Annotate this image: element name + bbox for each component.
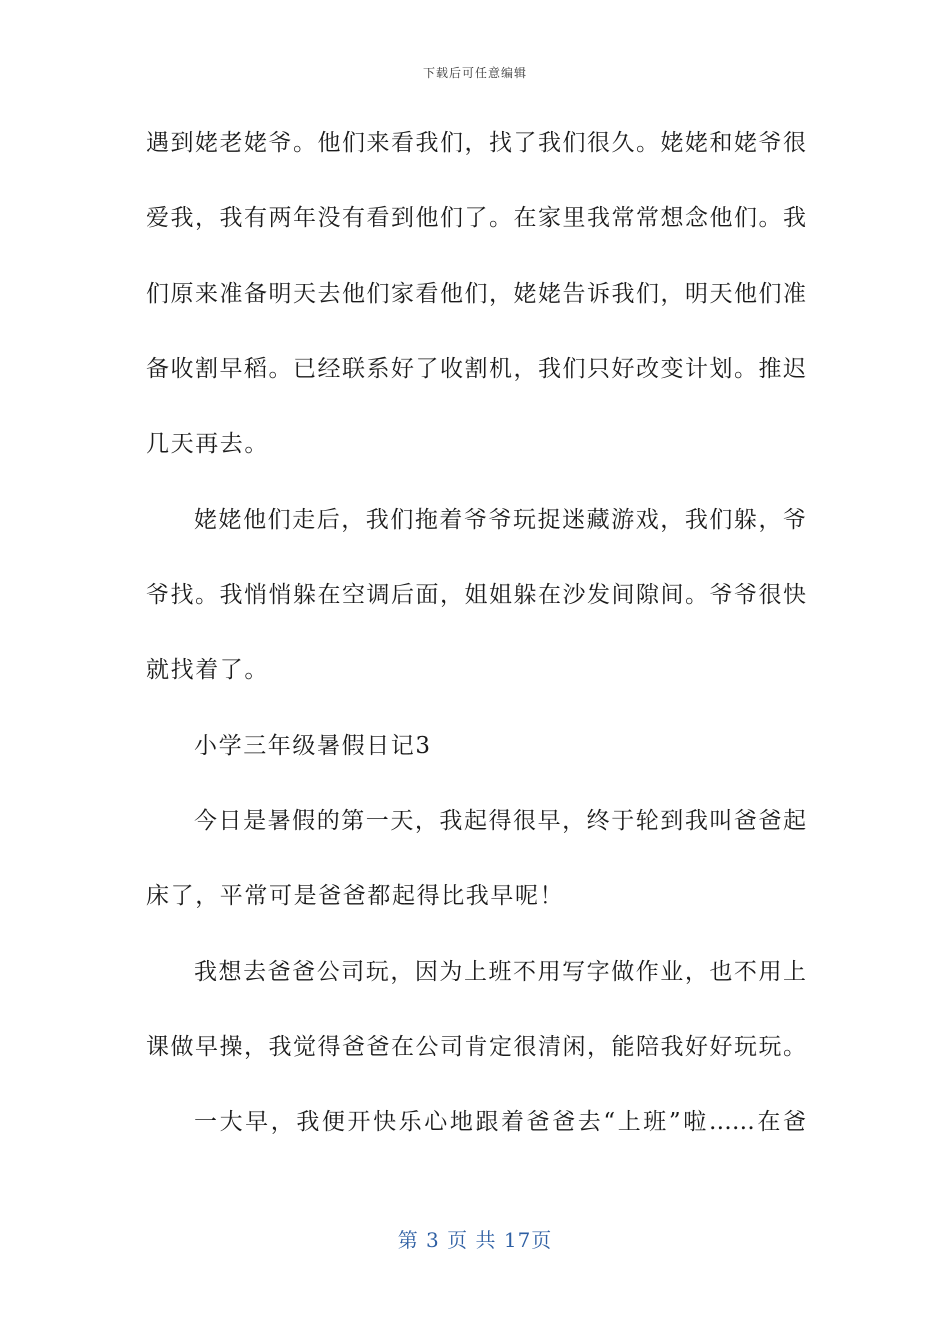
text-line: 今日是暑假的第一天，我起得很早，终于轮到我叫爸爸起 — [194, 808, 806, 834]
text-line: 我想去爸爸公司玩，因为上班不用写字做作业，也不用上 — [194, 959, 806, 985]
text-line: 一大早，我便开快乐心地跟着爸爸去“上班”啦……在爸 — [194, 1109, 806, 1135]
text-line: 就找着了。 — [146, 657, 269, 683]
text-line: 课做早操，我觉得爸爸在公司肯定很清闲，能陪我好好玩玩。 — [146, 1034, 806, 1060]
text-line: 爷找。我悄悄躲在空调后面，姐姐躲在沙发间隙间。爷爷很快 — [146, 582, 806, 608]
page-header: 下载后可任意编辑 — [422, 66, 527, 80]
text-line: 姥姥他们走后，我们拖着爷爷玩捉迷藏游戏，我们躲，爷 — [194, 507, 806, 533]
text-line: 爱我，我有两年没有看到他们了。在家里我常常想念他们。我 — [146, 205, 806, 231]
text-line: 床了，平常可是爸爸都起得比我早呢！ — [146, 883, 565, 909]
section-title: 小学三年级暑假日记3 — [194, 733, 432, 759]
page-footer: 第 3 页 共 17页 — [397, 1228, 553, 1252]
text-line: 们原来准备明天去他们家看他们，姥姥告诉我们，明天他们准 — [146, 281, 806, 307]
text-line: 几天再去。 — [146, 431, 269, 457]
text-line: 遇到姥老姥爷。他们来看我们，找了我们很久。姥姥和姥爷很 — [146, 130, 806, 156]
text-line: 备收割早稻。已经联系好了收割机，我们只好改变计划。推迟 — [146, 356, 806, 382]
